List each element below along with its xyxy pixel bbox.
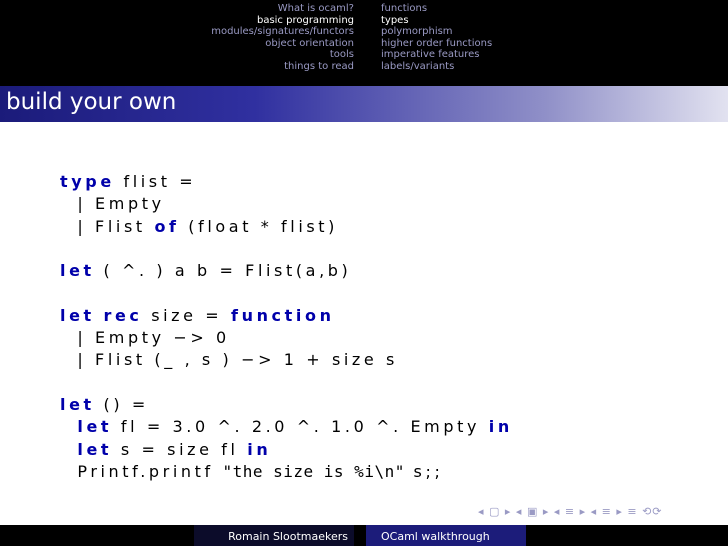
nav-section-modules[interactable]: modules/signatures/functors <box>211 26 354 38</box>
frame-title-bar <box>0 86 728 122</box>
code-keyword: in <box>247 439 272 459</box>
footer-author <box>194 525 354 546</box>
nav-subsection-polymorphism[interactable]: polymorphism <box>381 26 453 38</box>
nav-section-object-orientation[interactable]: object orientation <box>265 37 354 49</box>
code-keyword: let <box>60 305 95 325</box>
footer-title <box>366 525 526 546</box>
nav-subsection-labels-variants[interactable]: labels/variants <box>381 60 455 72</box>
code-text: (float * flist) <box>179 216 339 236</box>
frame-title: build your own <box>6 89 177 115</box>
nav-subsection-higher-order-functions[interactable]: higher order functions <box>381 37 493 49</box>
code-text <box>60 417 77 436</box>
beamer-navigation-icons[interactable]: ◂ ▢ ▸ ◂ ▣ ▸ ◂ ≡ ▸ ◂ ≡ ▸ ≡ ⟲⟳ <box>478 505 663 518</box>
nav-section-tools[interactable]: tools <box>329 49 354 61</box>
nav-section-what-is-ocaml[interactable]: What is ocaml? <box>277 3 354 14</box>
code-text: flist = <box>114 172 197 191</box>
nav-section-things-to-read[interactable]: things to read <box>284 60 354 72</box>
footer-bar <box>0 525 728 546</box>
presentation-title: OCaml walkthrough <box>381 530 490 543</box>
code-keyword: of <box>154 216 180 236</box>
code-text: size = <box>142 305 232 325</box>
nav-section-basic-programming[interactable]: basic programming <box>256 14 354 26</box>
code-keyword: let <box>77 439 113 459</box>
section-nav <box>211 3 354 73</box>
code-keyword: function <box>231 305 335 325</box>
code-keyword: let <box>60 261 95 281</box>
code-text: Printf.printf <box>60 461 223 481</box>
code-keyword: type <box>60 172 115 191</box>
code-text: | Empty −> 0 <box>60 328 230 348</box>
code-text: | Flist <box>60 216 155 236</box>
author-name: Romain Slootmaekers <box>228 530 348 543</box>
subsection-nav <box>381 3 492 73</box>
code-text: | Flist (_ , s ) −> 1 + size s <box>60 350 398 370</box>
code-text: () = <box>94 394 149 414</box>
code-text: fl = 3.0 ^. 2.0 ^. 1.0 ^. Empty <box>112 417 489 437</box>
code-block <box>60 171 513 483</box>
nav-subsection-functions[interactable]: functions <box>381 3 428 14</box>
code-text: s;; <box>404 461 444 481</box>
code-keyword: let <box>60 394 95 414</box>
code-text: | Empty <box>60 194 165 214</box>
code-text <box>60 440 77 459</box>
nav-subsection-imperative-features[interactable]: imperative features <box>381 49 480 61</box>
nav-subsection-types[interactable]: types <box>381 14 409 26</box>
code-text: s = size fl <box>112 439 248 459</box>
code-keyword: in <box>488 417 513 437</box>
code-string: "the size is %i\n" <box>222 461 405 481</box>
code-keyword: let <box>77 417 113 437</box>
code-text: ( ^. ) a b = Flist(a,b) <box>94 261 352 281</box>
header-bar <box>0 0 728 86</box>
code-keyword: rec <box>103 305 143 325</box>
